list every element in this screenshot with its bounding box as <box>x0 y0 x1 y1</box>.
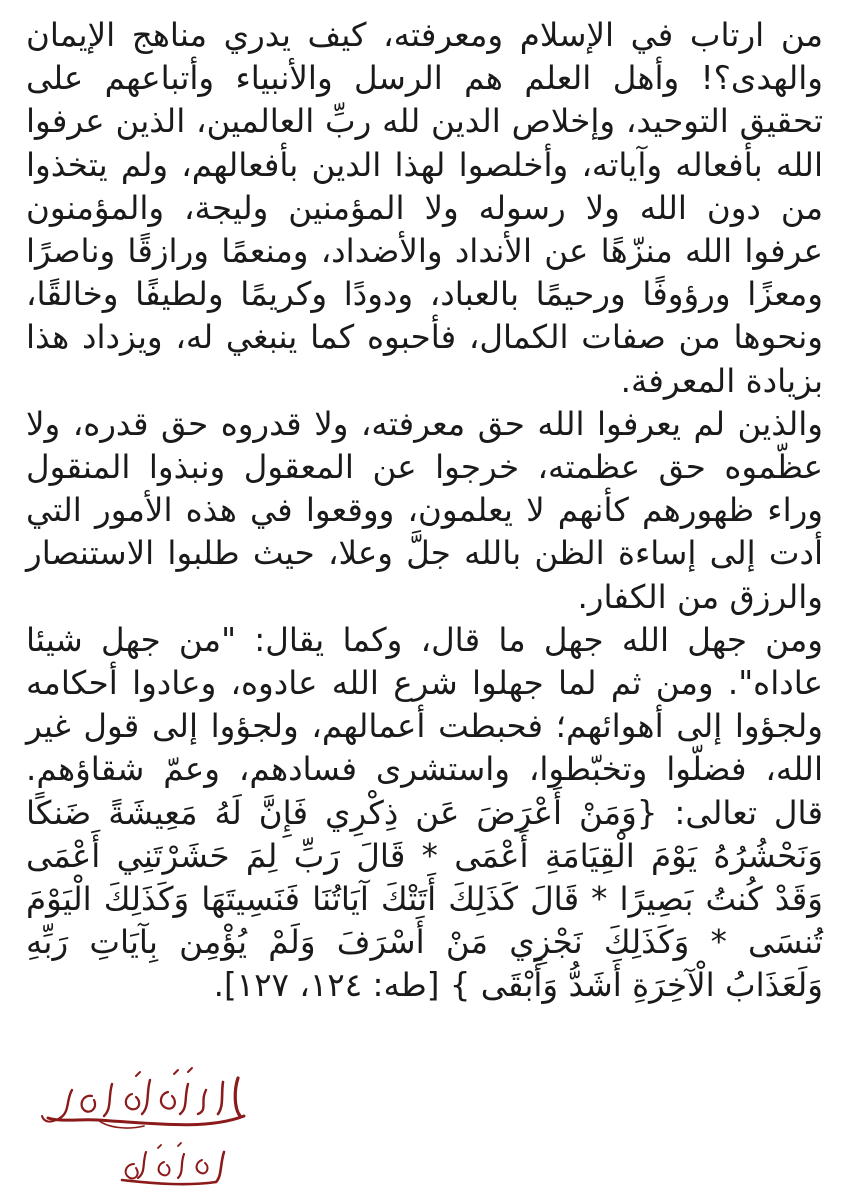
article-body <box>26 14 823 1008</box>
paragraph-1: من ارتاب في الإسلام ومعرفته، كيف يدري مناهج الإيمان والهدى؟! وأهل العلم هم الرسل والأنبياء وأتباعهم على تحقيق التوحيد، وإخلاص الدين لله ربِّ العالمين، الذين عرفوا الله بأفعاله وآياته، وأخلصوا لهذا الدين بأفعالهم، ولم يتخذوا من دون الله ولا رسوله ولا المؤمنين وليجة، والمؤمنون عرفوا الله منزّهًا عن الأنداد والأضداد، ومنعمًا ورازقًا وناصرًا ومعزًا ورؤوفًا ورحيمًا بالعباد، ودودًا وكريمًا ولطيفًا وخالقًا، ونحوها من صفات الكمال، فأحبوه كما ينبغي له، ويزداد هذا بزيادة المعرفة. <box>26 16 823 400</box>
author-signature <box>38 1060 253 1190</box>
paragraph-3: ومن جهل الله جهل ما قال، وكما يقال: "من جهل شيئا عاداه". ومن ثم لما جهلوا شرع الله عادوه، وعادوا أحكامه ولجؤوا إلى أهوائهم؛ فحبطت أعمالهم، ولجؤوا إلى قول غير الله، فضلّوا وتخبّطوا، واستشرى فسادهم، وعمّ شقاؤهم. قال تعالى: {وَمَنْ أَعْرَضَ عَن ذِكْرِي فَإِنَّ لَهُ مَعِيشَةً ضَنكًا وَنَحْشُرُهُ يَوْمَ الْقِيَامَةِ أَعْمَى * قَالَ رَبِّ لِمَ حَشَرْتَنِي أَعْمَى وَقَدْ كُنتُ بَصِيرًا * قَالَ كَذَلِكَ أَتَتْكَ آيَاتُنَا فَنَسِيتَهَا وَكَذَلِكَ الْيَوْمَ تُنسَى * وَكَذَلِكَ نَجْزِي مَنْ أَسْرَفَ وَلَمْ يُؤْمِن بِآيَاتِ رَبِّهِ وَلَعَذَابُ الْآخِرَةِ أَشَدُّ وَأَبْقَى } [طه: ١٢٤، ١٢٧]. <box>26 620 823 1005</box>
paragraph-2: والذين لم يعرفوا الله حق معرفته، ولا قدروه حق قدره، ولا عظّموه حق عظمته، خرجوا عن المعقول ونبذوا المنقول وراء ظهورهم كأنهم لا يعلمون، ووقعوا في هذه الأمور التي أدت إلى إساءة الظن بالله جلَّ وعلا، حيث طلبوا الاستنصار والرزق من الكفار. <box>26 404 823 616</box>
